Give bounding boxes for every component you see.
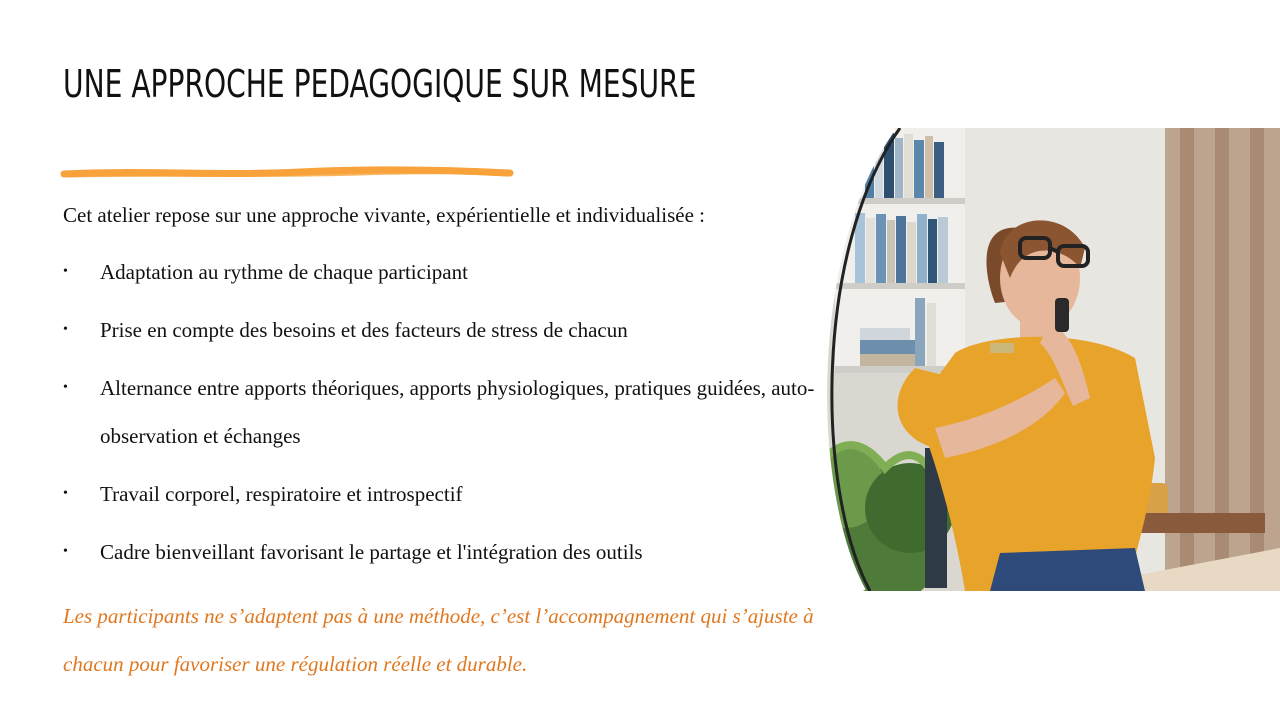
- list-item: [63, 306, 823, 354]
- list-item: [63, 248, 823, 296]
- intro-text: Cet atelier repose sur une approche vivante, expérientielle et individualisée :: [63, 203, 705, 227]
- bullet-text: Cadre bienveillant favorisant le partage et l'intégration des outils: [100, 540, 643, 564]
- bullet-glyph: •: [63, 322, 68, 337]
- bullet-text: Adaptation au rythme de chaque participant: [100, 260, 468, 284]
- bullet-glyph: •: [63, 264, 68, 279]
- list-item: [63, 470, 823, 518]
- bullet-glyph: •: [63, 380, 68, 395]
- bullet-text: Prise en compte des besoins et des facteurs de stress de chacun: [100, 318, 628, 342]
- woman-neck-pain-photo: [815, 128, 1280, 591]
- bullet-list: [63, 248, 823, 586]
- bullet-text: Alternance entre apports théoriques, apports physiologiques, pratiques guidées, auto-observation et échanges: [100, 376, 815, 448]
- bullet-glyph: •: [63, 544, 68, 559]
- title-underline-brushstroke: [60, 164, 515, 184]
- list-item: [63, 364, 823, 460]
- bullet-text: Travail corporel, respiratoire et introspectif: [100, 482, 463, 506]
- list-item: [63, 528, 823, 576]
- bullet-glyph: •: [63, 486, 68, 501]
- slide-title: UNE APPROCHE PEDAGOGIQUE SUR MESURE: [63, 62, 697, 106]
- conclusion-text: Les participants ne s’adaptent pas à une méthode, c’est l’accompagnement qui s’ajuste à chacun pour favoriser une régulation réelle et durable.: [63, 604, 814, 676]
